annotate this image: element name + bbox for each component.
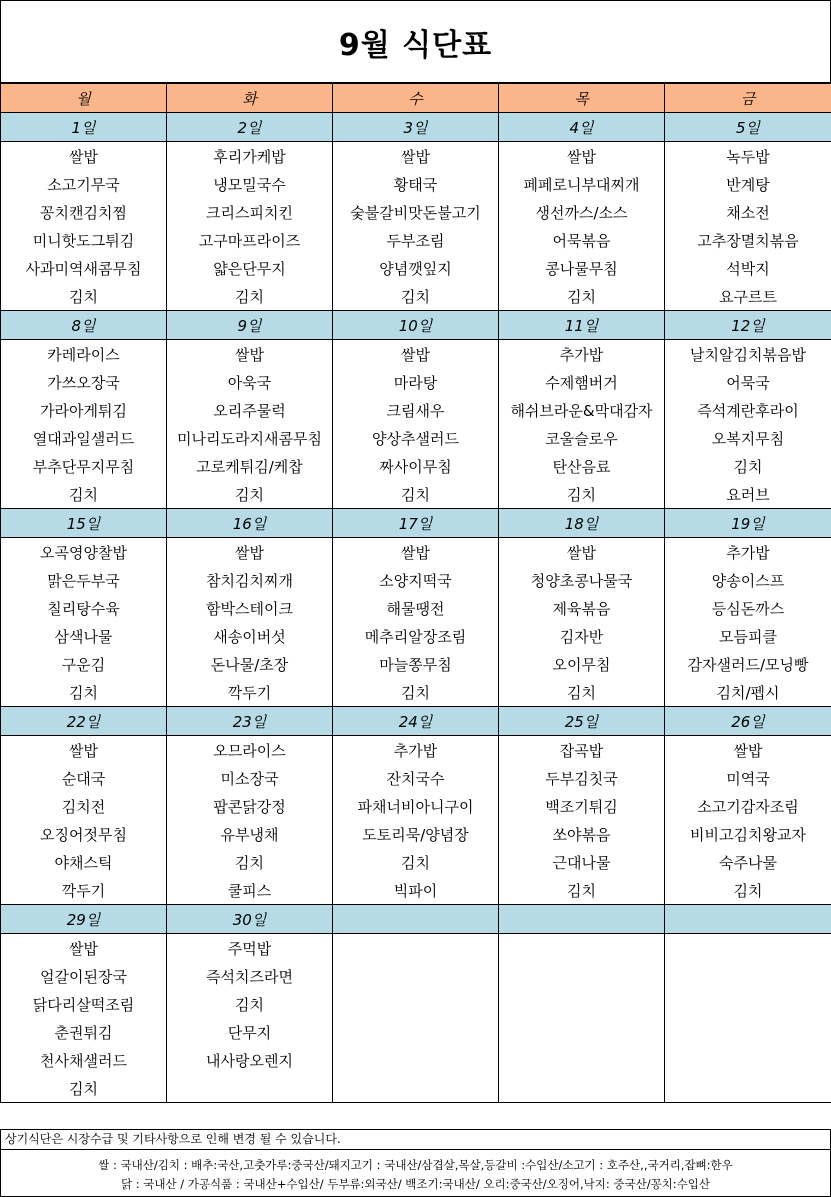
menu-item: 미역국 <box>665 764 831 792</box>
menu-item: 고구마프라이즈 <box>167 226 333 254</box>
menu-item: 단무지 <box>167 1018 333 1046</box>
menu-item: 쏘야볶음 <box>499 820 665 848</box>
menu-item: 냉모밀국수 <box>167 170 333 198</box>
menu-item: 김치 <box>665 876 831 905</box>
menu-item: 오복지무침 <box>665 424 831 452</box>
menu-item: 닭다리살떡조림 <box>1 990 167 1018</box>
menu-item: 탄산음료 <box>499 452 665 480</box>
menu-item: 생선까스/소스 <box>499 198 665 226</box>
dish-row <box>1 566 831 594</box>
dish-row <box>1 792 831 820</box>
menu-item: 백조기튀김 <box>499 792 665 820</box>
menu-item: 오징어젓무침 <box>1 820 167 848</box>
menu-item: 비비고김치왕교자 <box>665 820 831 848</box>
dish-row <box>1 594 831 622</box>
menu-item: 맑은두부국 <box>1 566 167 594</box>
date-cell <box>333 905 499 934</box>
date-cell: 24일 <box>333 707 499 736</box>
menu-item: 코울슬로우 <box>499 424 665 452</box>
menu-item: 쿨피스 <box>167 876 333 905</box>
menu-item: 황태국 <box>333 170 499 198</box>
menu-item: 열대과일샐러드 <box>1 424 167 452</box>
menu-item: 오므라이스 <box>167 736 333 765</box>
menu-item: 소양지떡국 <box>333 566 499 594</box>
menu-item: 쌀밥 <box>333 538 499 567</box>
menu-item: 김치 <box>333 282 499 311</box>
menu-item: 아욱국 <box>167 368 333 396</box>
menu-item: 쌀밥 <box>1 736 167 765</box>
date-cell: 30일 <box>167 905 333 934</box>
menu-item: 부추단무지무침 <box>1 452 167 480</box>
menu-item: 김치 <box>1 480 167 509</box>
menu-item: 꽁치캔김치찜 <box>1 198 167 226</box>
dish-row <box>1 876 831 905</box>
menu-item: 김치 <box>499 282 665 311</box>
menu-item: 가쓰오장국 <box>1 368 167 396</box>
menu-item: 양송이스프 <box>665 566 831 594</box>
menu-item: 쌀밥 <box>499 142 665 171</box>
menu-item: 천사채샐러드 <box>1 1046 167 1074</box>
dish-row <box>1 1074 831 1103</box>
menu-item: 양상추샐러드 <box>333 424 499 452</box>
menu-item: 김치전 <box>1 792 167 820</box>
dish-row <box>1 962 831 990</box>
menu-item: 청양초콩나물국 <box>499 566 665 594</box>
date-cell: 18일 <box>499 509 665 538</box>
date-cell: 17일 <box>333 509 499 538</box>
menu-table-body <box>1 84 831 1103</box>
menu-item <box>333 962 499 990</box>
menu-item: 얇은단무지 <box>167 254 333 282</box>
menu-item: 새송이버섯 <box>167 622 333 650</box>
weekday-monday: 월 <box>1 84 167 113</box>
date-cell: 26일 <box>665 707 831 736</box>
menu-item: 석박지 <box>665 254 831 282</box>
menu-item: 김치 <box>333 848 499 876</box>
date-cell: 15일 <box>1 509 167 538</box>
menu-item: 오리주물럭 <box>167 396 333 424</box>
weekday-header-row <box>1 84 831 113</box>
menu-item: 페페로니부대찌개 <box>499 170 665 198</box>
menu-item: 미나리도라지새콤무침 <box>167 424 333 452</box>
menu-item: 제육볶음 <box>499 594 665 622</box>
date-row <box>1 311 831 340</box>
origin-line-2: 닭 : 국내산 / 가공식품 : 국내산+수입산/ 두부류:외국산/ 백조기:국내산/ 오리:중국산/오징어,낙지: 중국산/꽁치:수입산 <box>120 1177 710 1191</box>
menu-item: 김치 <box>167 480 333 509</box>
dish-row <box>1 480 831 509</box>
menu-item: 도토리묵/양념장 <box>333 820 499 848</box>
menu-item: 마라탕 <box>333 368 499 396</box>
dish-row <box>1 282 831 311</box>
date-cell: 25일 <box>499 707 665 736</box>
dish-row <box>1 198 831 226</box>
date-cell: 12일 <box>665 311 831 340</box>
menu-item: 고로케튀김/케찹 <box>167 452 333 480</box>
dish-row <box>1 848 831 876</box>
menu-item <box>167 1074 333 1103</box>
menu-item <box>665 1018 831 1046</box>
menu-item: 오곡영양찰밥 <box>1 538 167 567</box>
menu-item: 쌀밥 <box>1 934 167 963</box>
menu-item: 요러브 <box>665 480 831 509</box>
menu-item: 김치/펩시 <box>665 678 831 707</box>
menu-item: 메추리알장조림 <box>333 622 499 650</box>
menu-item: 날치알김치볶음밥 <box>665 340 831 369</box>
menu-item: 김치 <box>333 480 499 509</box>
menu-item: 빅파이 <box>333 876 499 905</box>
dish-row <box>1 396 831 424</box>
menu-item: 수제햄버거 <box>499 368 665 396</box>
dish-row <box>1 340 831 369</box>
menu-item: 춘권튀김 <box>1 1018 167 1046</box>
menu-item: 참치김치찌개 <box>167 566 333 594</box>
menu-item: 추가밥 <box>665 538 831 567</box>
date-cell: 4일 <box>499 113 665 142</box>
dish-row <box>1 678 831 707</box>
menu-item: 추가밥 <box>499 340 665 369</box>
dish-row <box>1 424 831 452</box>
origin-info <box>0 1149 831 1197</box>
date-cell: 5일 <box>665 113 831 142</box>
dish-row <box>1 650 831 678</box>
menu-item <box>333 1074 499 1103</box>
menu-item: 어묵볶음 <box>499 226 665 254</box>
date-cell <box>499 905 665 934</box>
dish-row <box>1 990 831 1018</box>
menu-item: 김치 <box>1 1074 167 1103</box>
menu-item: 김치 <box>1 282 167 311</box>
date-cell: 2일 <box>167 113 333 142</box>
menu-item <box>665 1046 831 1074</box>
menu-item: 사과미역새콤무침 <box>1 254 167 282</box>
menu-item: 즉석치즈라면 <box>167 962 333 990</box>
menu-item: 두부김칫국 <box>499 764 665 792</box>
menu-item: 추가밥 <box>333 736 499 765</box>
menu-item <box>499 1074 665 1103</box>
dish-row <box>1 538 831 567</box>
menu-item: 양념깻잎지 <box>333 254 499 282</box>
menu-item <box>499 1046 665 1074</box>
menu-item: 모듬피클 <box>665 622 831 650</box>
date-cell: 16일 <box>167 509 333 538</box>
date-cell: 3일 <box>333 113 499 142</box>
menu-item: 녹두밥 <box>665 142 831 171</box>
dish-row <box>1 736 831 765</box>
date-cell: 23일 <box>167 707 333 736</box>
menu-item <box>665 990 831 1018</box>
menu-item <box>333 934 499 963</box>
date-row <box>1 509 831 538</box>
menu-item: 숙주나물 <box>665 848 831 876</box>
menu-item: 소고기무국 <box>1 170 167 198</box>
menu-item: 고추장멸치볶음 <box>665 226 831 254</box>
dish-row <box>1 622 831 650</box>
menu-item <box>499 1018 665 1046</box>
page-title: 9월 식단표 <box>0 0 831 83</box>
date-row <box>1 113 831 142</box>
menu-item: 크림새우 <box>333 396 499 424</box>
menu-item: 콩나물무침 <box>499 254 665 282</box>
menu-item: 내사랑오렌지 <box>167 1046 333 1074</box>
menu-item <box>499 934 665 963</box>
menu-item: 마늘쫑무침 <box>333 650 499 678</box>
menu-item: 얼갈이된장국 <box>1 962 167 990</box>
weekday-tuesday: 화 <box>167 84 333 113</box>
menu-item: 미니핫도그튀김 <box>1 226 167 254</box>
dish-row <box>1 226 831 254</box>
menu-item: 쌀밥 <box>167 538 333 567</box>
menu-item <box>665 962 831 990</box>
menu-item: 감자샐러드/모닝빵 <box>665 650 831 678</box>
menu-item: 해물땡전 <box>333 594 499 622</box>
date-cell: 8일 <box>1 311 167 340</box>
menu-item: 쌀밥 <box>1 142 167 171</box>
weekday-wednesday: 수 <box>333 84 499 113</box>
menu-table <box>0 83 831 1103</box>
menu-item: 돈나물/초장 <box>167 650 333 678</box>
menu-item: 함박스테이크 <box>167 594 333 622</box>
menu-item <box>665 934 831 963</box>
menu-item: 김치 <box>167 990 333 1018</box>
menu-item: 카레라이스 <box>1 340 167 369</box>
menu-item: 어묵국 <box>665 368 831 396</box>
menu-item: 야채스틱 <box>1 848 167 876</box>
menu-item: 김치 <box>167 282 333 311</box>
date-row <box>1 707 831 736</box>
menu-item: 반계탕 <box>665 170 831 198</box>
menu-item: 팝콘닭강정 <box>167 792 333 820</box>
dish-row <box>1 254 831 282</box>
dish-row <box>1 1018 831 1046</box>
menu-item <box>333 990 499 1018</box>
menu-item: 두부조림 <box>333 226 499 254</box>
menu-item: 삼색나물 <box>1 622 167 650</box>
menu-item: 깍두기 <box>167 678 333 707</box>
dish-row <box>1 452 831 480</box>
menu-item: 김치 <box>333 678 499 707</box>
menu-item <box>665 1074 831 1103</box>
menu-item: 쌀밥 <box>167 340 333 369</box>
menu-item: 숯불갈비맛돈불고기 <box>333 198 499 226</box>
dish-row <box>1 934 831 963</box>
dish-row <box>1 820 831 848</box>
menu-item: 가라아게튀김 <box>1 396 167 424</box>
menu-item <box>499 962 665 990</box>
menu-item: 미소장국 <box>167 764 333 792</box>
dish-row <box>1 764 831 792</box>
menu-item: 즉석계란후라이 <box>665 396 831 424</box>
notice-text: 상기식단은 시장수급 및 기타사항으로 인해 변경 될 수 있습니다. <box>0 1129 831 1149</box>
date-cell: 29일 <box>1 905 167 934</box>
menu-item <box>333 1018 499 1046</box>
menu-item: 오이무침 <box>499 650 665 678</box>
date-cell: 19일 <box>665 509 831 538</box>
menu-item: 칠리탕수육 <box>1 594 167 622</box>
menu-item: 김치 <box>499 480 665 509</box>
menu-item: 김치 <box>665 452 831 480</box>
menu-item: 요구르트 <box>665 282 831 311</box>
dish-row <box>1 368 831 396</box>
menu-item <box>499 990 665 1018</box>
date-cell <box>665 905 831 934</box>
menu-item <box>333 1046 499 1074</box>
date-row <box>1 905 831 934</box>
menu-item: 주먹밥 <box>167 934 333 963</box>
date-cell: 10일 <box>333 311 499 340</box>
menu-item: 소고기감자조림 <box>665 792 831 820</box>
menu-item: 김치 <box>167 848 333 876</box>
date-cell: 22일 <box>1 707 167 736</box>
menu-item: 등심돈까스 <box>665 594 831 622</box>
dish-row <box>1 1046 831 1074</box>
menu-item: 파채너비아니구이 <box>333 792 499 820</box>
menu-item: 구운김 <box>1 650 167 678</box>
menu-item: 쌀밥 <box>665 736 831 765</box>
menu-item: 쌀밥 <box>333 142 499 171</box>
menu-item: 유부냉채 <box>167 820 333 848</box>
date-cell: 1일 <box>1 113 167 142</box>
menu-item: 크리스피치킨 <box>167 198 333 226</box>
menu-item: 해쉬브라운&막대감자 <box>499 396 665 424</box>
menu-item: 잔치국수 <box>333 764 499 792</box>
origin-line-1: 쌀 : 국내산/김치 : 배추:국산,고춧가루:중국산/돼지고기 : 국내산/삼겹살,목살,등갈비 :수입산/소고기 : 호주산,,국거리,잡뼈:한우 <box>98 1158 733 1172</box>
weekday-friday: 금 <box>665 84 831 113</box>
menu-item: 짜사이무침 <box>333 452 499 480</box>
menu-item: 김치 <box>499 678 665 707</box>
menu-item: 깍두기 <box>1 876 167 905</box>
menu-item: 잡곡밥 <box>499 736 665 765</box>
menu-item: 순대국 <box>1 764 167 792</box>
menu-item: 채소전 <box>665 198 831 226</box>
menu-item: 쌀밥 <box>499 538 665 567</box>
menu-item: 근대나물 <box>499 848 665 876</box>
menu-item: 김치 <box>1 678 167 707</box>
weekday-thursday: 목 <box>499 84 665 113</box>
dish-row <box>1 170 831 198</box>
menu-item: 김치 <box>499 876 665 905</box>
date-cell: 9일 <box>167 311 333 340</box>
menu-item: 쌀밥 <box>333 340 499 369</box>
menu-item: 김자반 <box>499 622 665 650</box>
menu-item: 후리가케밥 <box>167 142 333 171</box>
date-cell: 11일 <box>499 311 665 340</box>
dish-row <box>1 142 831 171</box>
